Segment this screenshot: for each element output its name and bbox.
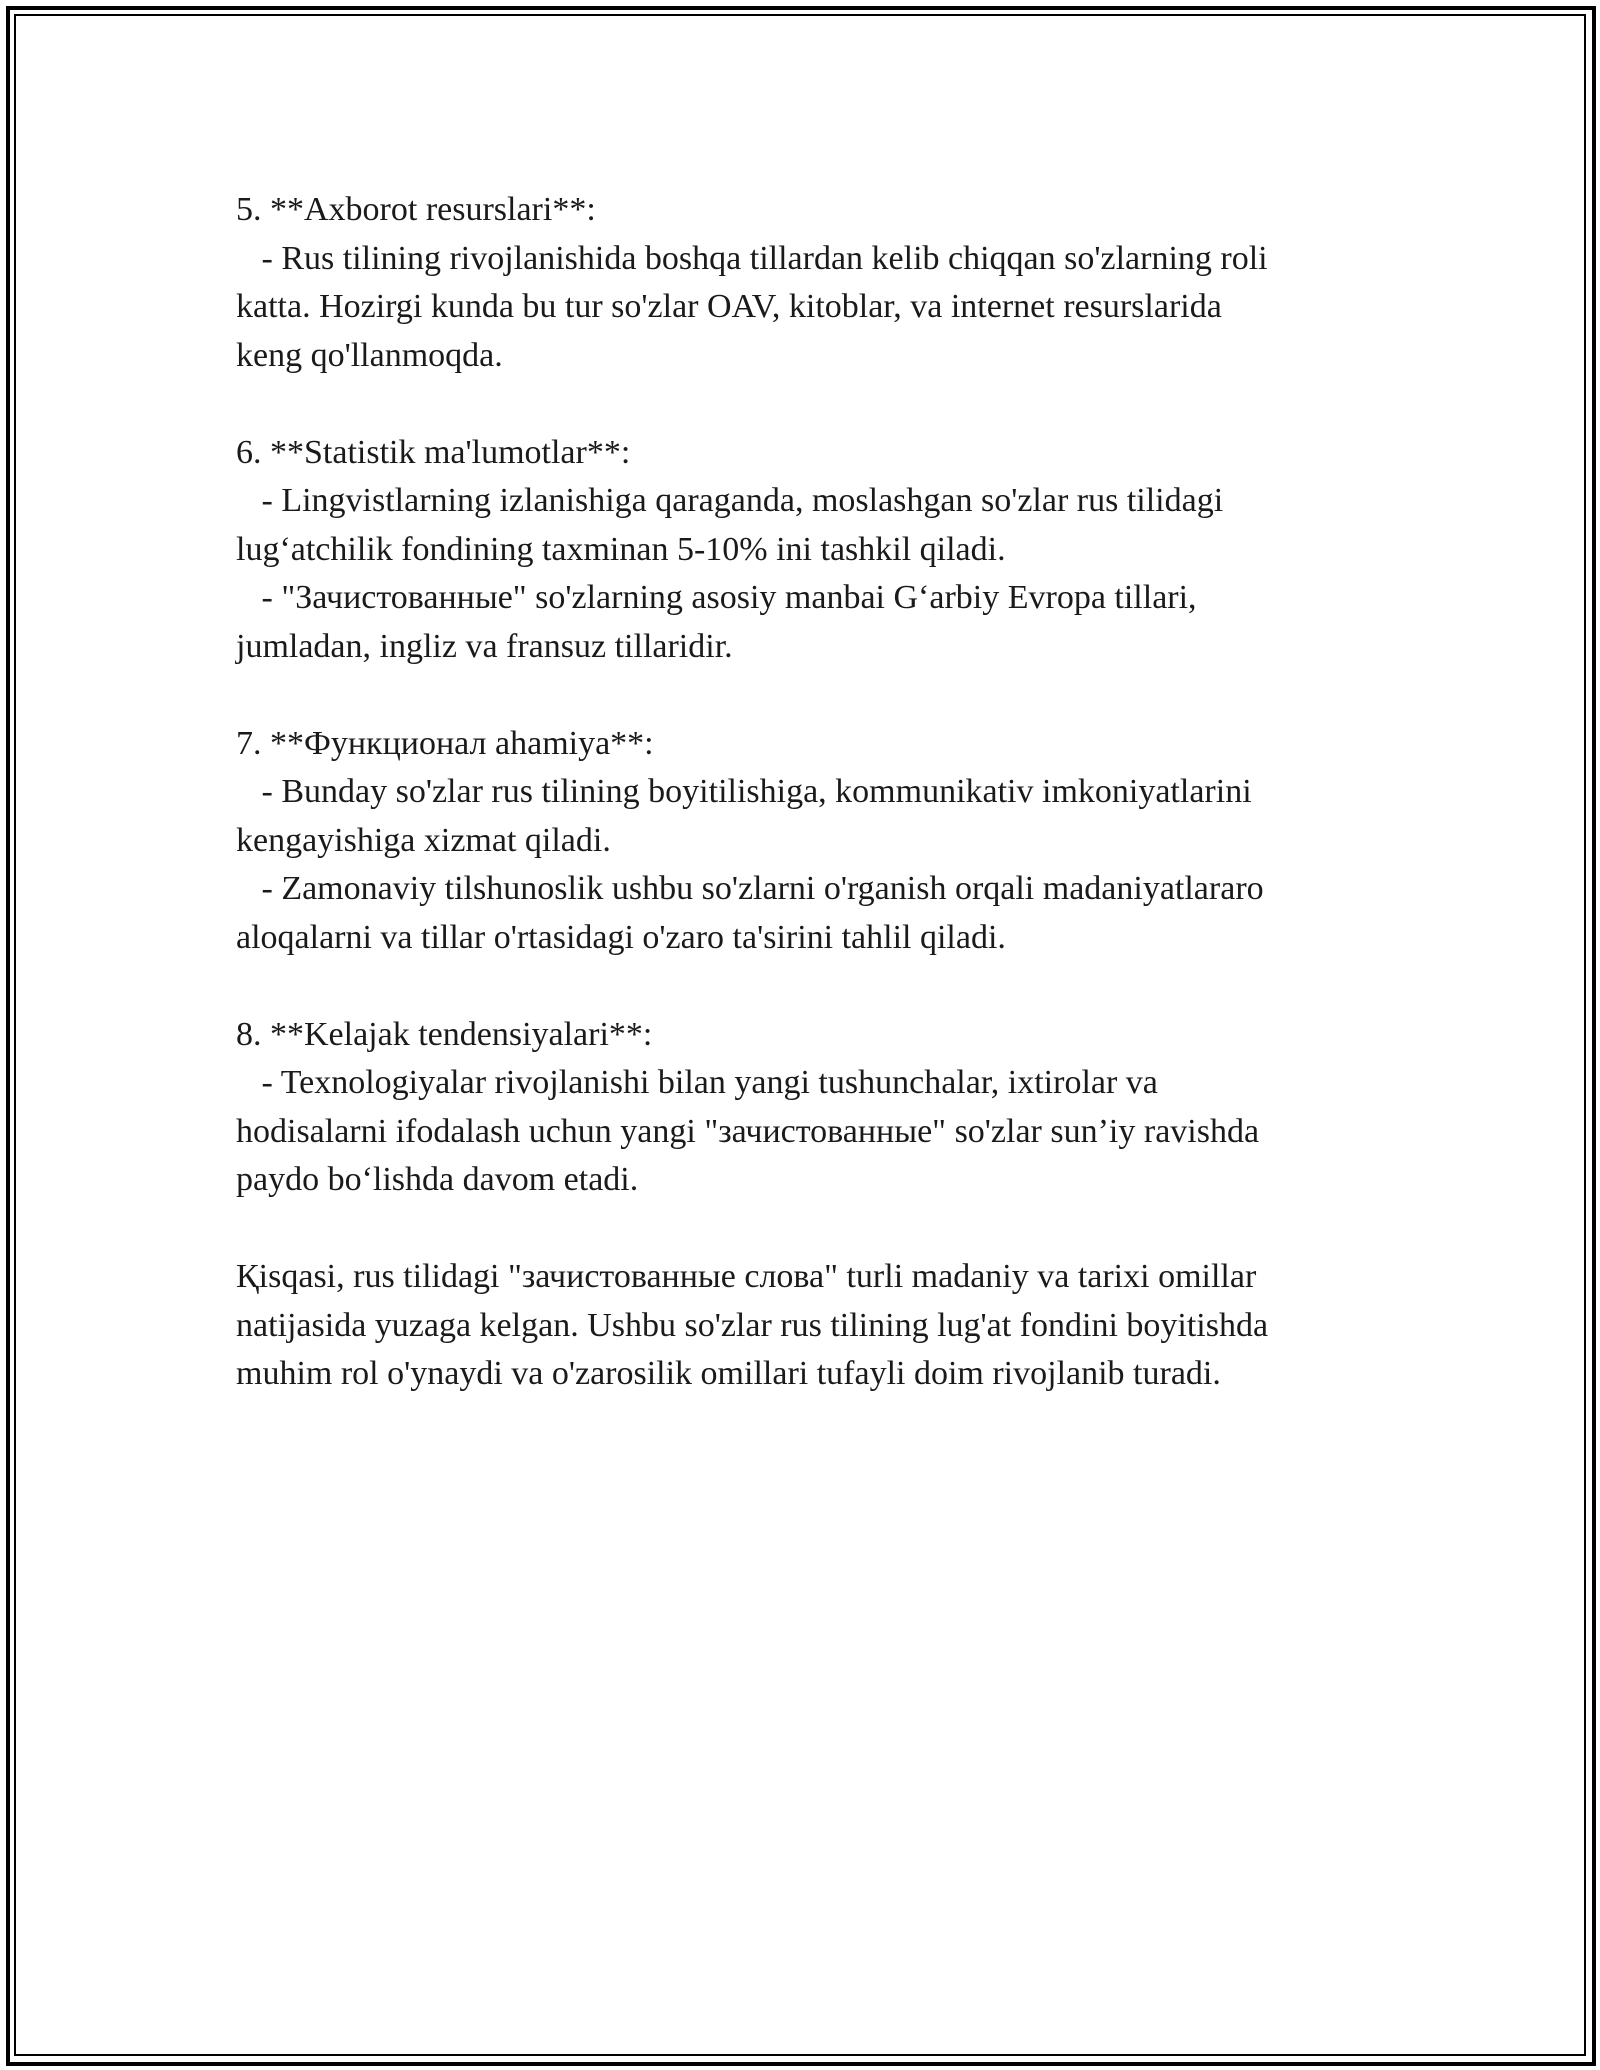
paragraph-line: jumladan, ingliz va fransuz tillaridir. [236,627,733,665]
paragraph-line: Қisqasi, rus tilidagi "зачистованные слова" turli madaniy va tarixi omillar [236,1258,1257,1295]
section-heading: 5. **Axborot resurslari**: [236,191,596,228]
section-axborot-resurslari [236,186,1366,380]
section-heading: 8. **Kelajak tendensiyalari**: [236,1015,653,1053]
paragraph-line: - Lingvistlarning izlanishiga qaraganda, moslashgan so'zlar rus tilidagi [236,482,1224,519]
paragraph-line: - Texnologiyalar rivojlanishi bilan yangi tushunchalar, ixtirolar va [236,1064,1158,1101]
paragraph-line: natijasida yuzaga kelgan. Ushbu so'zlar rus tilining lug'at fondini boyitishda [236,1306,1269,1344]
section-funktsional-ahamiya [236,720,1366,963]
section-heading: 7. **Функционал ahamiya**: [236,724,654,762]
paragraph-line: - Zamonaviy tilshunoslik ushbu so'zlarni o'rganish orqali madaniyatlararo [236,870,1264,907]
conclusion-paragraph [236,1253,1366,1399]
paragraph-line: muhim rol o'ynaydi va o'zarosilik omillari tufayli doim rivojlanib turadi. [236,1355,1221,1392]
paragraph-line: katta. Hozirgi kunda bu tur so'zlar OAV, kitoblar, va internet resurslarida [236,288,1222,325]
paragraph-line: keng qo'llanmoqda. [236,336,503,374]
section-statistik-malumotlar [236,429,1366,672]
paragraph-line: - Rus tilining rivojlanishida boshqa tillardan kelib chiqqan so'zlarning roli [236,239,1268,277]
paragraph-line: - Bunday so'zlar rus tilining boyitilishiga, kommunikativ imkoniyatlarini [236,773,1252,810]
paragraph-line: paydo bo‘lishda davom etadi. [236,1161,639,1198]
paragraph-line: hodisalarni ifodalash uchun yangi "зачистованные" so'zlar sun’iy ravishda [236,1112,1260,1150]
document-body [236,186,1366,1447]
paragraph-line: - "Зачистованные" so'zlarning asosiy manbai G‘arbiy Evropa tillari, [236,579,1197,616]
paragraph-line: kengayishiga xizmat qiladi. [236,821,611,859]
section-kelajak-tendensiyalari [236,1011,1366,1205]
paragraph-line: aloqalarni va tillar o'rtasidagi o'zaro ta'sirini tahlil qiladi. [236,918,1006,956]
section-heading: 6. **Statistik ma'lumotlar**: [236,433,631,471]
paragraph-line: lug‘atchilik fondining taxminan 5-10% ini tashkil qiladi. [236,530,1006,568]
